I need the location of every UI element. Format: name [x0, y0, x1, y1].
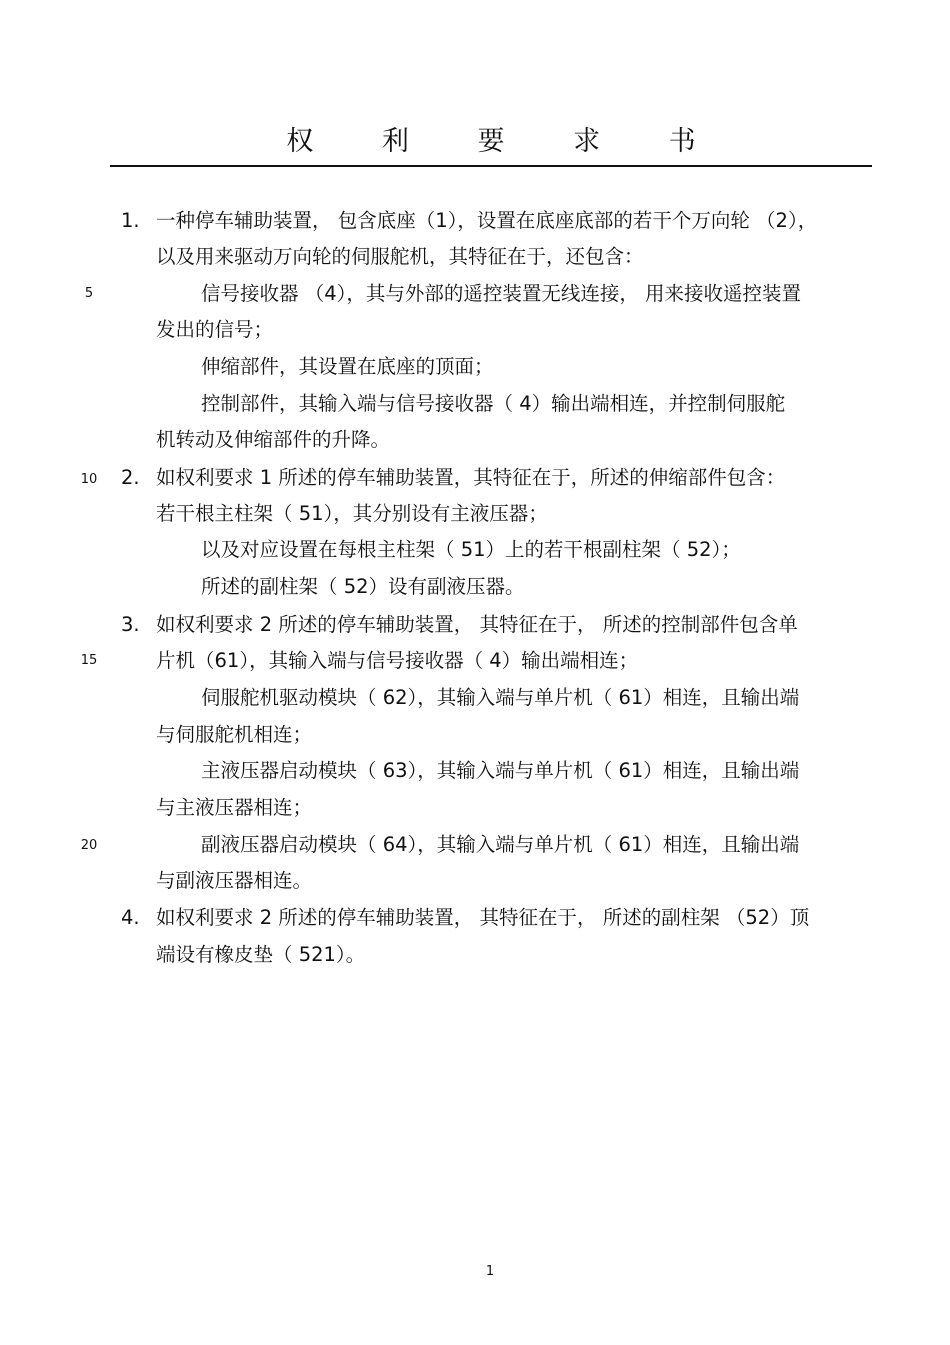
page-number: 1 [485, 1264, 495, 1279]
claim-line: 如权利要求 2 所述的停车辅助装置， 其特征在于， 所述的副柱架 （52）顶 [156, 906, 810, 929]
claim-line: 与伺服舵机相连； [156, 723, 313, 746]
claim-line: 与副液压器相连。 [156, 869, 313, 892]
claim-line: 以及用来驱动万向轮的伺服舵机，其特征在于，还包含： [156, 245, 644, 268]
claim-line: 若干根主柱架（ 51），其分别设有主液压器； [156, 502, 548, 525]
claim-number: 4. [121, 906, 140, 929]
title-divider [110, 165, 872, 167]
claim-line: 伸缩部件，其设置在底座的顶面； [201, 355, 494, 378]
claim-line: 以及对应设置在每根主柱架（ 51）上的若干根副柱架（ 52）； [201, 538, 741, 561]
claim-line: 如权利要求 1 所述的停车辅助装置，其特征在于，所述的伸缩部件包含： [156, 466, 786, 489]
claim-line: 信号接收器 （4），其与外部的遥控装置无线连接， 用来接收遥控装置 [201, 282, 802, 305]
claim-line: 机转动及伸缩部件的升降。 [156, 428, 391, 451]
claim-line: 端设有橡皮垫（ 521）。 [156, 943, 366, 966]
page-title: 权 利 要 求 书 [286, 126, 726, 157]
claim-line: 所述的副柱架（ 52）设有副液压器。 [201, 575, 525, 598]
claim-number: 3. [121, 613, 140, 636]
claim-line: 一种停车辅助装置， 包含底座（1），设置在底座底部的若干个万向轮 （2）， [156, 209, 818, 232]
margin-line-number: 20 [80, 838, 98, 853]
claim-number: 1. [121, 209, 140, 232]
claim-line: 片机（61），其输入端与信号接收器（ 4）输出端相连； [156, 649, 639, 672]
claim-line: 如权利要求 2 所述的停车辅助装置， 其特征在于， 所述的控制部件包含单 [156, 613, 798, 636]
margin-line-number: 5 [84, 286, 94, 301]
claim-line: 发出的信号； [156, 318, 274, 341]
claim-line: 副液压器启动模块（ 64），其输入端与单片机（ 61）相连，且输出端 [201, 833, 800, 856]
margin-line-number: 10 [80, 472, 98, 487]
margin-line-number: 15 [80, 653, 98, 668]
claim-line: 与主液压器相连； [156, 796, 313, 819]
claim-line: 主液压器启动模块（ 63），其输入端与单片机（ 61）相连，且输出端 [201, 759, 800, 782]
claim-line: 伺服舵机驱动模块（ 62），其输入端与单片机（ 61）相连，且输出端 [201, 686, 800, 709]
claim-line: 控制部件，其输入端与信号接收器（ 4）输出端相连，并控制伺服舵 [201, 392, 786, 415]
claim-number: 2. [121, 466, 140, 489]
